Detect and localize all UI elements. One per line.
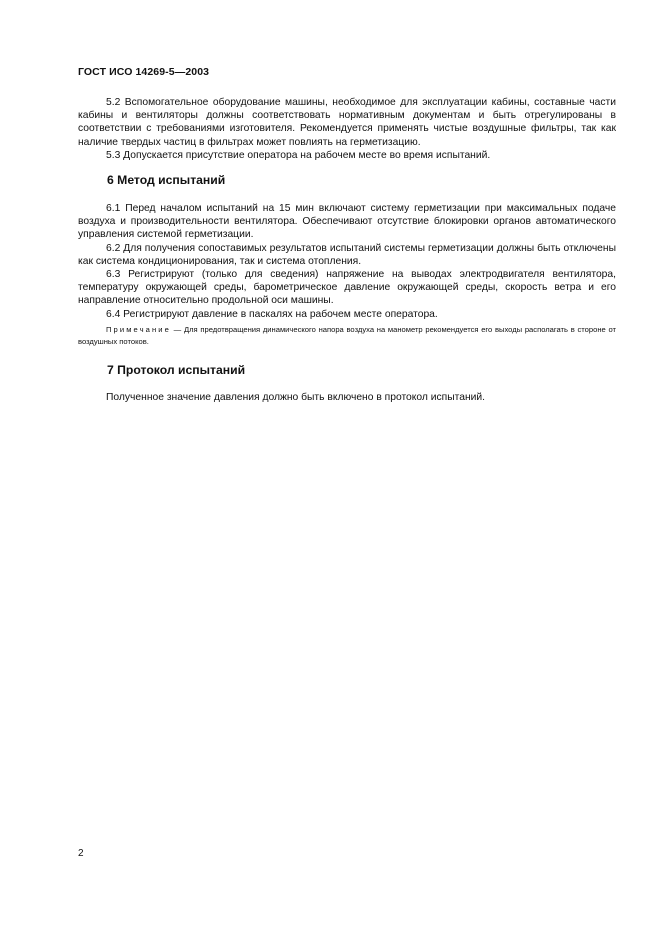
section-5-body	[78, 96, 616, 162]
paragraph-7: Полученное значение давления должно быть включено в протокол испытаний.	[106, 392, 486, 403]
paragraph-6-2: 6.2 Для получения сопоставимых результатов испытаний системы герметизации должны быть отключены как система кондиционирования, так и система отопления.	[78, 242, 616, 267]
page-number: 2	[78, 848, 84, 859]
paragraph-6-1: 6.1 Перед началом испытаний на 15 мин включают систему герметизации при максимальных подаче воздуха и производительности вентилятора. Обеспечивают отсутствие блокировки органов автоматического управления системой герметизации.	[78, 203, 616, 241]
note-label: Примечание	[106, 325, 171, 334]
note	[78, 324, 616, 347]
paragraph-5-2: 5.2 Вспомогательное оборудование машины, необходимое для эксплуатации кабины, составные части кабины и вентиляторы должны соответствовать нормативным документам и быть отрегулированы в соответствии с требованиями изготовителя. Рекомендуется применять чистые воздушные фильтры, так как наличие твердых частиц в фильтрах может повлиять на герметизацию.	[78, 97, 616, 148]
section-7-heading: 7 Протокол испытаний	[107, 363, 246, 377]
section-6-body	[78, 202, 616, 321]
paragraph-6-4: 6.4 Регистрируют давление в паскалях на рабочем месте оператора.	[106, 308, 438, 320]
document-header: ГОСТ ИСО 14269-5—2003	[78, 66, 210, 78]
paragraph-5-3: 5.3 Допускается присутствие оператора на рабочем месте во время испытаний.	[106, 149, 491, 161]
note-text: — Для предотвращения динамического напора воздуха на манометр рекомендуется его выходы располагать в стороне от воздушных потоков.	[78, 325, 616, 346]
paragraph-6-3: 6.3 Регистрируют (только для сведения) напряжение на выводах электродвигателя вентилятора, температуру окружающей среды, барометрическое давление окружающей среды, скорость ветра и его направление относительно продольной оси машины.	[78, 269, 616, 307]
section-7-body	[78, 391, 616, 404]
section-6-heading: 6 Метод испытаний	[107, 173, 226, 187]
